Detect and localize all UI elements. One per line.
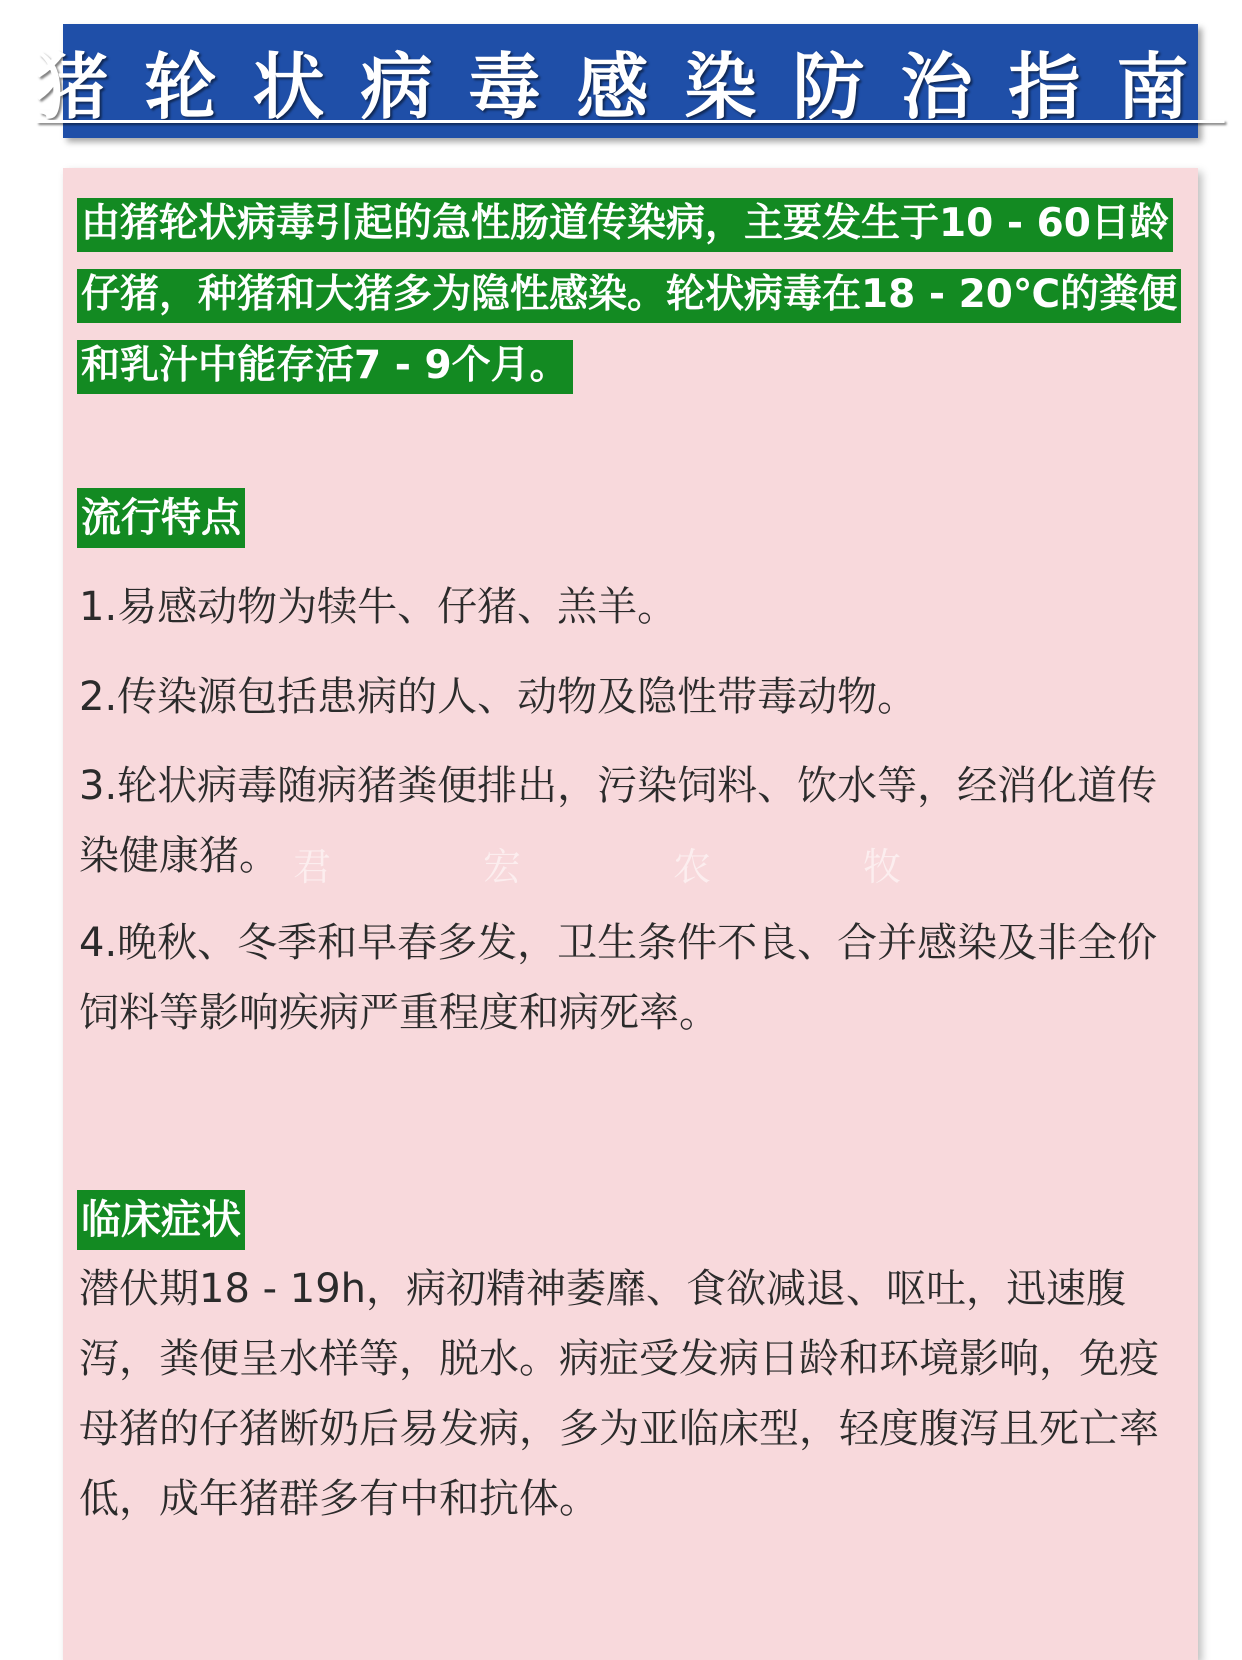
title-banner	[36, 24, 1225, 138]
list-item: 2.传染源包括患病的人、动物及隐性带毒动物。	[79, 674, 918, 720]
watermark-char: 牧	[863, 845, 902, 889]
watermark-char: 农	[673, 845, 712, 889]
intro-highlight-text: 由猪轮状病毒引起的急性肠道传染病，主要发生于10 - 60日龄仔猪，种猪和大猪多为隐性感染。轮状病毒在18 - 20℃的粪便和乳汁中能存活7 - 9个月。	[77, 198, 1181, 394]
section-heading-symptoms: 临床症状	[77, 1190, 245, 1250]
watermark-char: 宏	[483, 845, 522, 889]
watermark-char: 君	[293, 845, 332, 889]
content-card	[63, 168, 1198, 1660]
symptoms-paragraph: 潜伏期18 - 19h，病初精神萎靡、食欲减退、呕吐，迅速腹泻，粪便呈水样等，脱水。病症受发病日龄和环境影响，免疫母猪的仔猪断奶后易发病，多为亚临床型，轻度腹泻且死亡率低，成年猪群多有中和抗体。	[79, 1266, 1159, 1522]
section-heading-epidemiology: 流行特点	[77, 488, 245, 548]
list-item: 3.轮状病毒随病猪粪便排出，污染饲料、饮水等，经消化道传染健康猪。	[79, 763, 1158, 879]
intro-paragraph	[77, 188, 1187, 401]
list-item: 1.易感动物为犊牛、仔猪、羔羊。	[79, 584, 678, 630]
page-title: 猪轮状病毒感染防治指南	[36, 45, 1225, 129]
list-item: 4.晚秋、冬季和早春多发，卫生条件不良、合并感染及非全价饲料等影响疾病严重程度和病死率。	[79, 920, 1158, 1036]
